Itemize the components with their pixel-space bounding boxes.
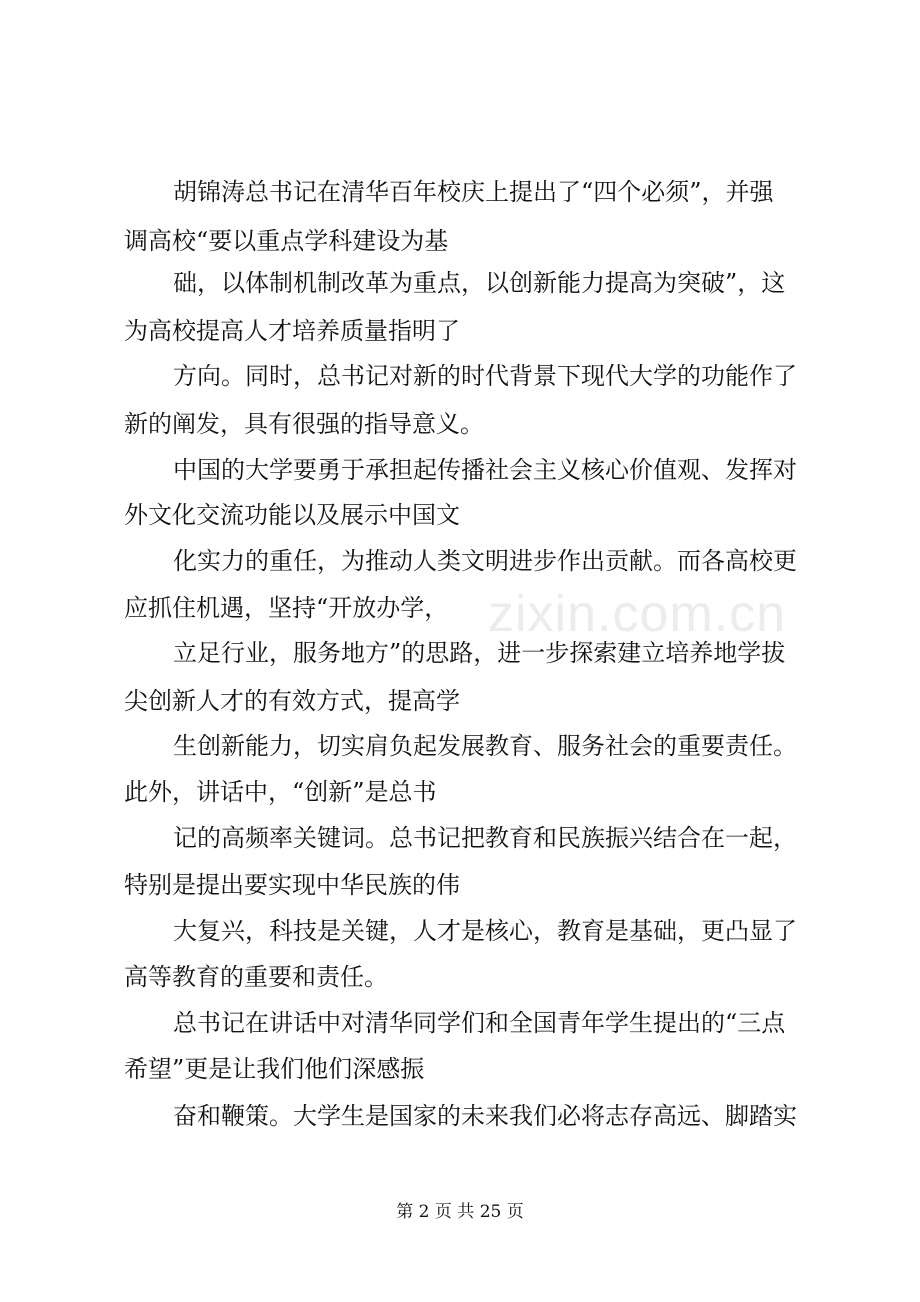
- text-line: 调高校“要以重点学科建设为基: [124, 227, 449, 255]
- text-line: 础，以体制机制改革为重点，以创新能力提高为突破”，这: [173, 269, 786, 297]
- text-line: 立足行业，服务地方”的思路，进一步探索建立培养地学拔: [173, 639, 786, 667]
- text-line: 大复兴，科技是关键，人才是核心，教育是基础，更凸显了: [173, 917, 797, 945]
- text-line: 为高校提高人才培养质量指明了: [124, 317, 460, 345]
- watermark: zixin.com.cn: [488, 585, 787, 643]
- text-line: 新的阐发，具有很强的指导意义。: [124, 410, 484, 438]
- text-line: 高等教育的重要和责任。: [124, 963, 388, 991]
- text-line: 特别是提出要实现中华民族的伟: [124, 871, 460, 899]
- text-line: 中国的大学要勇于承担起传播社会主义核心价值观、发挥对: [173, 456, 797, 484]
- text-line: 方向。同时，总书记对新的时代背景下现代大学的功能作了: [173, 362, 797, 390]
- text-line: 胡锦涛总书记在清华百年校庆上提出了“四个必须”，并强: [173, 178, 774, 206]
- text-line: 应抓住机遇，坚持“开放办学，: [124, 594, 449, 622]
- text-line: 化实力的重任，为推动人类文明进步作出贡献。而各高校更: [173, 547, 797, 575]
- text-line: 奋和鞭策。大学生是国家的未来我们必将志存高远、脚踏实: [173, 1102, 797, 1130]
- text-line: 尖创新人才的有效方式，提高学: [124, 687, 460, 715]
- text-line: 此外，讲话中，“创新”是总书: [124, 778, 437, 806]
- text-line: 外文化交流功能以及展示中国文: [124, 501, 460, 529]
- text-line: 总书记在讲话中对清华同学们和全国青年学生提出的“三点: [173, 1009, 786, 1037]
- page-number-footer: 第 2 页 共 25 页: [396, 1202, 524, 1222]
- text-line: 希望”更是让我们他们深感振: [124, 1055, 425, 1083]
- text-line: 记的高频率关键词。总书记把教育和民族振兴结合在一起，: [173, 824, 797, 852]
- text-line: 生创新能力，切实肩负起发展教育、服务社会的重要责任。: [173, 732, 797, 760]
